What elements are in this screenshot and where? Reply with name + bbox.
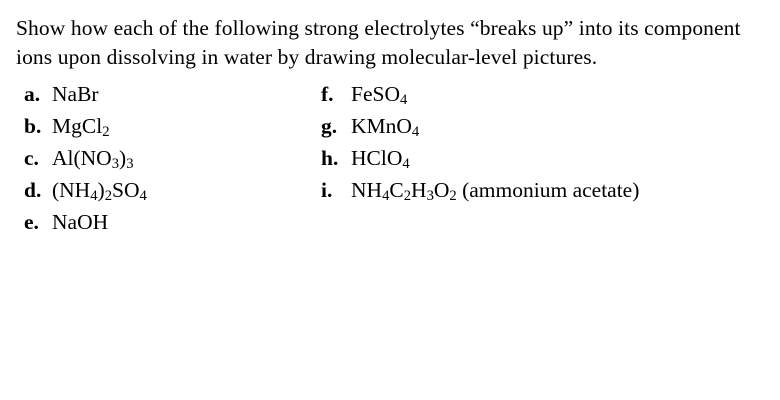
item-formula: $NH_4C_2H_3O_2$ (ammonium acetate) [351, 178, 640, 205]
item-formula: $Al(NO_3)_3$ [52, 146, 134, 173]
choices-column-right [321, 82, 639, 210]
list-item [24, 146, 147, 178]
item-label: c. [24, 146, 39, 171]
item-formula: $(NH_4)_2SO_4$ [52, 178, 147, 205]
list-item [24, 210, 147, 242]
list-item [321, 82, 639, 114]
item-formula: NaBr [52, 82, 99, 107]
list-item [24, 114, 147, 146]
list-item [321, 178, 639, 210]
item-formula: MgCl$_2$ [52, 114, 110, 141]
item-label: a. [24, 82, 41, 107]
choices-column-left [24, 82, 147, 242]
item-label: e. [24, 210, 39, 235]
list-item [24, 178, 147, 210]
item-label: h. [321, 146, 339, 171]
question-prompt: Show how each of the following strong electrolytes “breaks up” into its component ions upon dissolving in water by drawing molecular-level pictures. [16, 16, 741, 70]
item-formula: HClO$_4$ [351, 146, 410, 173]
list-item [321, 114, 639, 146]
item-label: b. [24, 114, 42, 139]
item-label: i. [321, 178, 333, 203]
item-formula: KMnO$_4$ [351, 114, 420, 141]
item-label: d. [24, 178, 42, 203]
item-formula: FeSO$_4$ [351, 82, 408, 109]
list-item [321, 146, 639, 178]
item-formula: NaOH [52, 210, 109, 235]
list-item [24, 82, 147, 114]
item-label: f. [321, 82, 334, 107]
item-label: g. [321, 114, 338, 139]
